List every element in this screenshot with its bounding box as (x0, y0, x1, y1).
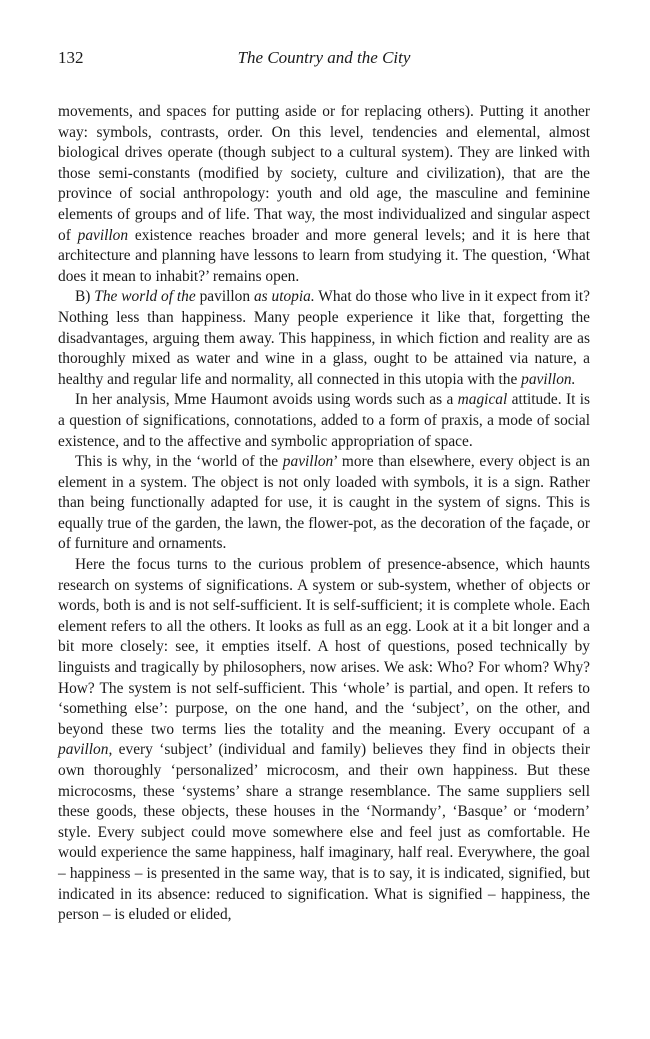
italic-text: The world of the (94, 288, 196, 306)
text-run: In her analysis, Mme Haumont avoids using words such as a (75, 391, 458, 409)
paragraph (58, 452, 590, 555)
text-run: ’ more than elsewhere, every object is an element in a system. The object is not only loaded with symbols, it is a sign. Rather than being functionally adapted for use, it is caught in the system of signs. This is equally true of the garden, the lawn, the flower-pot, as the decoration of the façade, or of furniture and ornaments. (58, 453, 591, 553)
book-page (58, 46, 590, 926)
paragraph (58, 390, 590, 452)
text-run: What do those who live in it expect from it? Nothing less than happiness. Many people experience it like that, forgetting the disadvantages, arguing them away. This happiness, in which fiction and reality are as thoroughly mixed as water and wine in a glass, ought to be attained via nature, a healthy and regular life and normality, all connected in this utopia with the (58, 288, 590, 388)
page-number: 132 (58, 48, 84, 67)
italic-text: pavillon, (58, 741, 113, 759)
text-run: every ‘subject’ (individual and family) believes they find in objects their own thoroughly ‘personalized’ microcosm, and their own happiness. But these microcosms, these ‘systems’ share a strange resemblance. The same suppliers sell these goods, these objects, these houses in the ‘Normandy’, ‘Basque’ or ‘modern’ style. Every subject could move somewhere else and feel just as comfortable. He would experience the same happiness, half imaginary, half real. Everywhere, the goal – happiness – is presented in the same way, that is to say, it is indicated, signified, but indicated in its absence: reduced to signification. What is signified – happiness, the person – is eluded or elided, (58, 741, 590, 924)
text-run: Here the focus turns to the curious problem of presence-absence, which haunts research on systems of significations. A system or sub-system, whether of objects or words, both is and is not self-sufficient. It is self-sufficient; it is complete whole. Each element refers to all the others. It looks as full as an egg. Look at it a bit longer and a bit more closely: see, it empties itself. A host of questions, posed technically by linguists and tragically by philosophers, now arises. We ask: Who? For whom? Why? How? The system is not self-sufficient. This ‘whole’ is partial, and open. It refers to ‘something else’: purpose, on the one hand, and the ‘subject’, on the other, and beyond these two terms lies the totality and the meaning. Every occupant of a (58, 556, 590, 738)
paragraph (58, 287, 590, 390)
text-run: existence reaches broader and more general levels; and it is here that architecture and planning have lessons to learn from studying it. The question, ‘What does it mean to inhabit?’ remains open. (58, 226, 590, 285)
text-run: attitude. It is a question of significations, connotations, added to a form of praxis, a mode of social existence, and to the affective and symbolic appropriation of space. (58, 391, 591, 450)
text-run: movements, and spaces for putting aside or for replacing others). Putting it another way: symbols, contrasts, order. On this level, tendencies and elemental, almost biological drives operate (though subject to a cultural system). They are linked with those semi-constants (modified by society, culture and civilization), that are the province of social anthropology: youth and old age, the masculine and feminine elements of groups and of life. That way, the most individualized and singular aspect of (58, 103, 590, 244)
italic-text: as utopia. (253, 288, 315, 306)
running-head (58, 46, 590, 70)
italic-text: pavillon. (521, 370, 576, 388)
text-run: B) (75, 288, 95, 306)
italic-text: magical (457, 391, 508, 409)
paragraph (58, 102, 590, 287)
running-title: The Country and the City (237, 48, 411, 67)
body-text (58, 102, 590, 926)
text-run: pavillon (195, 288, 254, 306)
paragraph (58, 555, 590, 926)
italic-text: pavillon (77, 226, 129, 244)
italic-text: pavillon (282, 453, 334, 471)
text-run: This is why, in the ‘world of the (75, 453, 283, 471)
